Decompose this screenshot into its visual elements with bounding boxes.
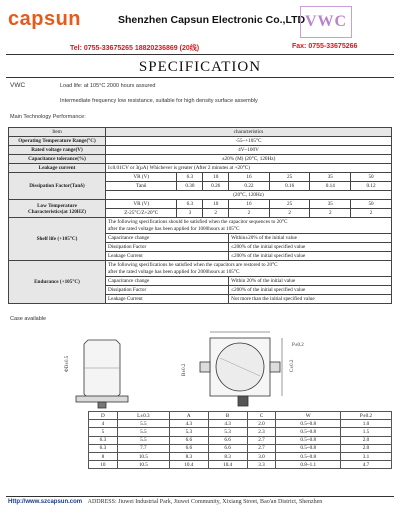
performance-table [8,127,392,304]
dim-cell: 10.5 [117,461,169,469]
pitch-label: B±0.2 [182,363,187,376]
dim-cell: 7.7 [117,444,169,452]
dim-cell: 2.3 [247,428,276,436]
dim-cell: 0.8~1.1 [276,461,341,469]
dim-header: P±0.2 [341,412,392,420]
telephone: Tel: 0755-33675265 18820236869 (20线) [70,45,200,52]
lt-vr-cell: 25 [269,200,310,209]
header-characteristics: characteristics [106,128,392,137]
tolerance-label: Capacitance tolerance(%) [9,155,106,164]
lt-vr-cell: 10 [203,200,229,209]
case-drawing [60,328,360,410]
dim-cell: 0.5~0.8 [276,420,341,428]
endurance-value: Not more than the initial specified value [229,295,392,304]
dim-cell: 4 [89,420,118,428]
dim-cell: 2.0 [341,436,392,444]
dim-cell: 0.5~0.8 [276,436,341,444]
endurance-label: Endurance (+105°C) [9,261,106,304]
shelf-key: Dissipation Factor [106,243,229,252]
tolerance-value: ±20% (M) (20°C, 120Hz) [106,155,392,164]
lt-vr-cell: 6.3 [177,200,203,209]
dim-cell: 6.6 [169,444,208,452]
dim-cell: 0.5~0.8 [276,444,341,452]
website-link[interactable]: Http://www.szcapsun.com [8,499,83,505]
dim-cell: 1.0 [341,420,392,428]
dim-cell: 4.3 [208,420,247,428]
dim-cell: 6.3 [89,444,118,452]
shelf-value: ≤200% of the initial specified value [229,252,392,261]
dim-cell: 2.0 [341,444,392,452]
lt-z-cell: 2 [203,209,229,218]
df-vr-cell: 16 [229,173,270,182]
load-life-note: Load life: at 105°C 2000 hours assured [60,83,156,89]
feature-note: Intermediate frequency low resistance, suitable for high density surface assembly [60,98,258,104]
shelf-life-intro [106,218,392,234]
lt-z-cell: 3 [177,209,203,218]
table-row [89,420,392,428]
leakage-label: Leakage current [9,164,106,173]
dim-cell: 0.5~0.8 [276,428,341,436]
table-row [89,461,392,469]
df-vr-cell: 25 [269,173,310,182]
df-tan-cell: 0.14 [310,182,351,191]
header-divider [6,54,394,55]
endurance-value: ≤200% of the initial specified value [229,286,392,295]
df-tan-cell: 0.26 [203,182,229,191]
dim-cell: 2.0 [247,420,276,428]
footer [8,499,322,505]
shelf-intro-line1: The following specifications should be satisfied when the capacitor sequences to 20°C [108,219,288,225]
table-row [89,444,392,452]
shelf-life-label: Shelf life (+105°C) [9,218,106,261]
df-note: (20°C, 120Hz) [106,191,392,200]
footer-divider [6,496,394,497]
df-tan-label: Tanδ [106,182,177,191]
dim-cell: 10.4 [208,461,247,469]
section-heading: Main Technology Performance: [10,114,86,120]
dim-cell: 4.7 [341,461,392,469]
endurance-key: Leakage Current [106,295,229,304]
fax: Fax: 0755-33675266 [292,43,358,50]
voltage-range-label: Rated voltage range(V) [9,146,106,155]
lt-vr-cell: 16 [229,200,270,209]
endurance-intro-line1: The following specifications be satisfied when the capacitors are restored to 20°C [108,262,278,268]
side-view-capacitor [76,340,128,408]
top-view-capacitor [200,332,282,406]
leakage-value: I≤0.01CV or 3(μA) Whichever is greater (After 2 minutes at +20°C) [106,164,392,173]
dim-cell: 5.5 [117,436,169,444]
dim-cell: 2.7 [247,444,276,452]
lt-z-cell: 2 [351,209,392,218]
dim-cell: 10.5 [117,452,169,460]
dim-cell: 3.3 [247,461,276,469]
endurance-key: Dissipation Factor [106,286,229,295]
df-vr-cell: 6.3 [177,173,203,182]
df-tan-cell: 0.12 [351,182,392,191]
dim-cell: 3.1 [341,452,392,460]
dissipation-label: Dissipation Factor(Tanδ) [9,173,106,200]
series-code: VWC [10,82,26,89]
endurance-value: Within 20% of the initial value [229,277,392,286]
dim-cell: 0.5~0.8 [276,452,341,460]
shelf-value: Within±20% of the initial value [229,234,392,243]
company-name: Shenzhen Capsun Electronic Co.,LTD [118,14,306,26]
endurance-intro-line2: after the rated voltage has been applied for 2000hours at 105°C [108,268,240,275]
dim-cell: 8 [89,452,118,460]
c-dimension-label: C±0.2 [290,359,295,372]
dim-cell: 10.4 [169,461,208,469]
lt-z-cell: 2 [269,209,310,218]
df-tan-cell: 0.22 [229,182,270,191]
lt-z-label: Z-25°C/Z+20°C [106,209,177,218]
diameter-label: ΦD±0.5 [65,355,70,372]
lt-vr-cell: 35 [310,200,351,209]
dim-header: D [89,412,118,420]
dim-cell: 8.3 [208,452,247,460]
dim-cell: 2.7 [247,436,276,444]
df-vr-cell: 50 [351,173,392,182]
p-dimension-label: P±0.2 [292,343,304,348]
page-title: SPECIFICATION [138,59,262,75]
title-divider [6,77,394,78]
df-tan-cell: 0.16 [269,182,310,191]
table-row [89,428,392,436]
dim-cell: 6.6 [169,436,208,444]
df-vr-label: VR (V) [106,173,177,182]
dim-header: C [247,412,276,420]
brand-seal: VWC [300,6,352,38]
dim-header: B [208,412,247,420]
low-temp-label-line1: Low Temperature [37,202,77,209]
address: ADDRESS: Jiuwei Industrial Park, Jiuwei Community, Xixiang Street, Bao'an District, Shenzhen [87,499,323,505]
dim-cell: 5.5 [117,428,169,436]
dim-cell: 5.3 [169,428,208,436]
dimensions-table [88,411,392,469]
temp-range-label: Operating Temperature Range(°C) [9,137,106,146]
shelf-value: ≤200% of the initial specified value [229,243,392,252]
lt-vr-cell: 50 [351,200,392,209]
case-available-heading: Case available [10,316,47,322]
table-row [89,436,392,444]
dim-cell: 6.6 [208,436,247,444]
header-item: Item [9,128,106,137]
table-row [89,452,392,460]
dim-cell: 6.6 [208,444,247,452]
dim-cell: 1.5 [341,428,392,436]
low-temp-label-line2: Characteristics(at 120HZ) [27,208,87,215]
dim-cell: 10 [89,461,118,469]
shelf-key: Capacitance change [106,234,229,243]
dim-header: A [169,412,208,420]
lt-z-cell: 2 [310,209,351,218]
dim-cell: 3.0 [247,452,276,460]
df-vr-cell: 10 [203,173,229,182]
dim-cell: 4.3 [169,420,208,428]
lt-z-cell: 2 [229,209,270,218]
dim-cell: 6.3 [89,436,118,444]
df-tan-cell: 0.30 [177,182,203,191]
dim-header: L±0.3 [117,412,169,420]
temp-range-value: -55~+105°C [106,137,392,146]
dim-cell: 5.5 [117,420,169,428]
lt-vr-label: VR (V) [106,200,177,209]
dim-cell: 5 [89,428,118,436]
df-vr-cell: 35 [310,173,351,182]
dim-cell: 5.3 [208,428,247,436]
endurance-key: Capacitance change [106,277,229,286]
endurance-intro [106,261,392,277]
dim-header: W [276,412,341,420]
shelf-key: Leakage Current [106,252,229,261]
voltage-range-value: 4V~100V [106,146,392,155]
dim-cell: 8.3 [169,452,208,460]
shelf-intro-line2: after the rated voltage has been applied for 1000hours at 105°C [108,225,240,232]
low-temp-label [9,200,106,218]
company-logo: capsun [8,8,82,30]
